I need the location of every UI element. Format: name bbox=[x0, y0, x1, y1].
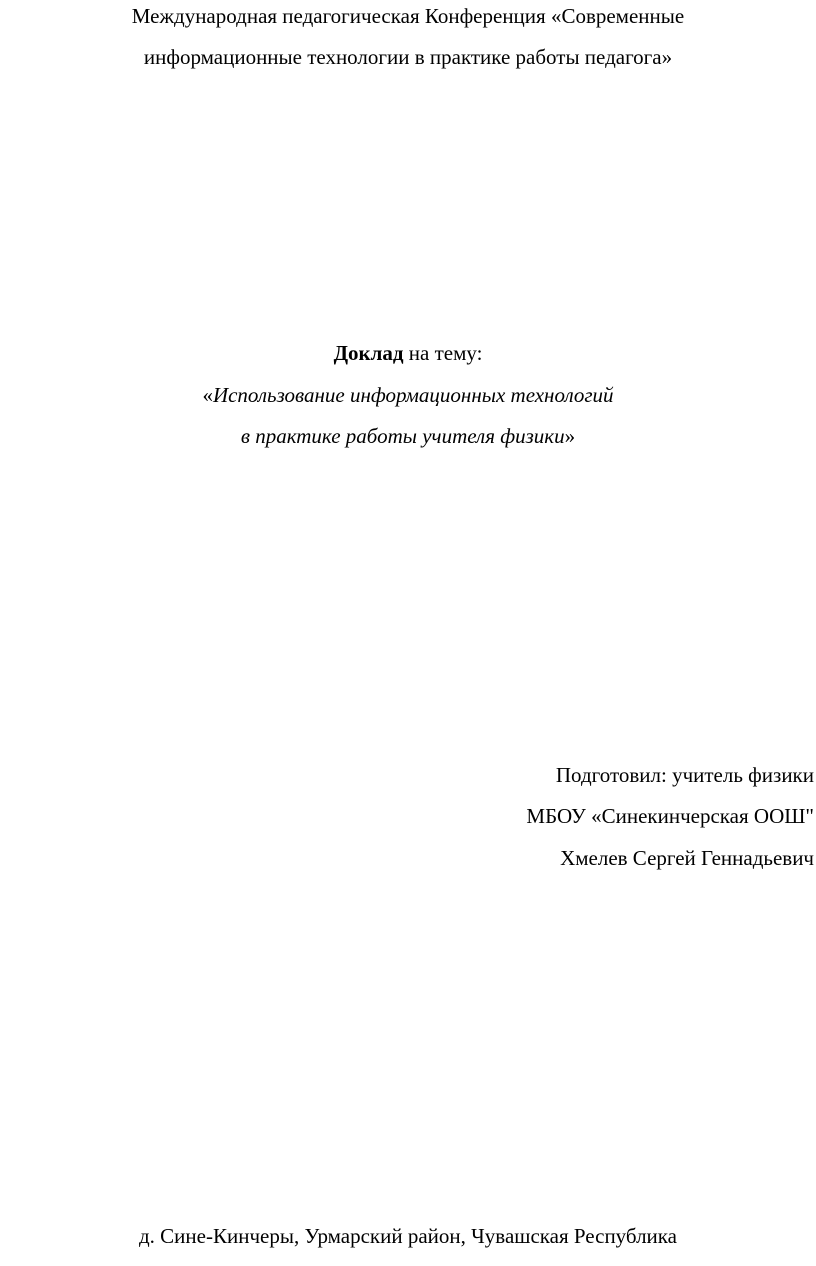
author-line-2: МБОУ «Синекинчерская ООШ" bbox=[526, 804, 814, 828]
report-title-line-2 bbox=[0, 426, 816, 447]
report-title-text-2: в практике работы учителя физики bbox=[240, 424, 565, 448]
author-line-1: Подготовил: учитель физики bbox=[555, 763, 814, 787]
report-heading-bold: Доклад bbox=[333, 341, 404, 365]
report-title-line-1 bbox=[0, 385, 816, 406]
report-title-open-quote: « bbox=[202, 383, 213, 407]
report-heading-rest: на тему: bbox=[403, 341, 483, 365]
author-line-3: Хмелев Сергей Геннадьевич bbox=[560, 846, 814, 870]
report-title-close-quote: » bbox=[564, 424, 576, 448]
place-line: д. Сине-Кинчеры, Урмарский район, Чувашская Республика bbox=[138, 1224, 677, 1248]
conference-title-line-1: Международная педагогическая Конференция «Современные bbox=[131, 4, 685, 28]
conference-title-line-2: информационные технологии в практике работы педагога» bbox=[143, 45, 673, 69]
report-heading bbox=[0, 343, 816, 364]
report-title-text-1: Использование информационных технологий bbox=[212, 383, 614, 407]
